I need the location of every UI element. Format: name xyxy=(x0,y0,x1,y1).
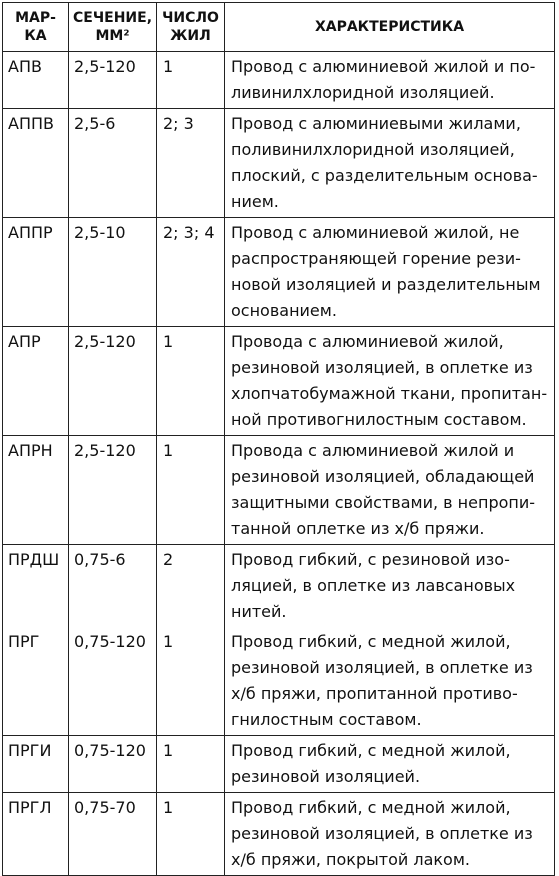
cell-cores: 1 xyxy=(157,736,225,793)
description-line: резиновой изоляцией, обладающей xyxy=(231,467,535,486)
header-cores xyxy=(157,3,225,52)
description-line: резиновой изоляцией. xyxy=(231,767,421,786)
cell-description xyxy=(225,793,555,876)
description-line: гнилостным составом. xyxy=(231,710,422,729)
cell-section: 2,5-10 xyxy=(69,218,157,327)
header-cores-line: ЖИЛ xyxy=(170,28,211,44)
cell-description xyxy=(225,545,555,628)
header-section xyxy=(69,3,157,52)
description-line: Провод с алюминиевой жилой и по- xyxy=(231,57,536,76)
cell-section: 0,75-70 xyxy=(69,793,157,876)
description-line: хлопчатобумажной ткани, пропитан- xyxy=(231,384,548,403)
cell-cores: 1 xyxy=(157,793,225,876)
header-description: ХАРАКТЕРИСТИКА xyxy=(225,3,555,52)
cell-brand: ПРДШ xyxy=(3,545,69,628)
cell-cores: 2 xyxy=(157,545,225,628)
description-line: основанием. xyxy=(231,301,337,320)
table-row xyxy=(3,545,555,628)
cell-section: 0,75-120 xyxy=(69,736,157,793)
table-row xyxy=(3,436,555,545)
cell-description xyxy=(225,436,555,545)
description-line: Провод гибкий, с медной жилой, xyxy=(231,632,511,651)
header-brand-line: МАР- xyxy=(15,10,56,26)
cell-section: 2,5-120 xyxy=(69,436,157,545)
table-row xyxy=(3,793,555,876)
cell-cores: 1 xyxy=(157,436,225,545)
cell-description xyxy=(225,327,555,436)
description-line: распространяющей горение рези- xyxy=(231,249,521,268)
description-line: резиновой изоляцией, в оплетке из xyxy=(231,658,533,677)
description-line: Провод гибкий, с медной жилой, xyxy=(231,798,511,817)
cell-brand: АПР xyxy=(3,327,69,436)
description-line: резиновой изоляцией, в оплетке из xyxy=(231,824,533,843)
cell-cores: 2; 3; 4 xyxy=(157,218,225,327)
cell-cores: 1 xyxy=(157,52,225,109)
cell-brand: ПРГЛ xyxy=(3,793,69,876)
cell-section: 2,5-120 xyxy=(69,52,157,109)
description-line: Провод гибкий, с резиновой изо- xyxy=(231,550,510,569)
table-header-row xyxy=(3,3,555,52)
cell-description xyxy=(225,52,555,109)
description-line: Провода с алюминиевой жилой, xyxy=(231,332,504,351)
cell-cores: 1 xyxy=(157,627,225,736)
table-row xyxy=(3,109,555,218)
header-brand xyxy=(3,3,69,52)
cell-brand: АППР xyxy=(3,218,69,327)
header-brand-line: КА xyxy=(24,28,47,44)
description-line: Провода с алюминиевой жилой и xyxy=(231,441,515,460)
cell-cores: 1 xyxy=(157,327,225,436)
table-row xyxy=(3,327,555,436)
cell-description xyxy=(225,627,555,736)
description-line: х/б пряжи, пропитанной противо- xyxy=(231,684,518,703)
cell-cores: 2; 3 xyxy=(157,109,225,218)
cell-section: 0,75-120 xyxy=(69,627,157,736)
description-line: новой изоляцией и разделительным xyxy=(231,275,541,294)
description-line: плоский, с разделительным основа- xyxy=(231,166,538,185)
description-line: ливинилхлоридной изоляцией. xyxy=(231,83,495,102)
cell-description xyxy=(225,218,555,327)
description-line: танной оплетке из х/б пряжи. xyxy=(231,519,485,538)
table-row xyxy=(3,218,555,327)
header-cores-line: ЧИСЛО xyxy=(162,10,219,26)
cell-section: 2,5-120 xyxy=(69,327,157,436)
description-line: поливинилхлоридной изоляцией, xyxy=(231,140,515,159)
table-row xyxy=(3,627,555,736)
description-line: нитей. xyxy=(231,602,287,621)
description-line: защитными свойствами, в непропи- xyxy=(231,493,536,512)
wire-table-container xyxy=(2,2,554,876)
cell-description xyxy=(225,109,555,218)
cell-brand: АППВ xyxy=(3,109,69,218)
description-line: нием. xyxy=(231,192,279,211)
description-line: х/б пряжи, покрытой лаком. xyxy=(231,850,470,869)
description-line: резиновой изоляцией, в оплетке из xyxy=(231,358,533,377)
table-row xyxy=(3,52,555,109)
cell-brand: АПВ xyxy=(3,52,69,109)
description-line: ной противогнилостным составом. xyxy=(231,410,527,429)
header-section-line: ММ² xyxy=(95,28,130,44)
cell-brand: ПРГ xyxy=(3,627,69,736)
description-line: Провод с алюминиевыми жилами, xyxy=(231,114,521,133)
wire-brands-table xyxy=(2,2,555,876)
cell-brand: ПРГИ xyxy=(3,736,69,793)
cell-brand: АПРН xyxy=(3,436,69,545)
cell-section: 2,5-6 xyxy=(69,109,157,218)
description-line: ляцией, в оплетке из лавсановых xyxy=(231,576,516,595)
cell-section: 0,75-6 xyxy=(69,545,157,628)
description-line: Провод с алюминиевой жилой, не xyxy=(231,223,520,242)
cell-description xyxy=(225,736,555,793)
table-row xyxy=(3,736,555,793)
header-section-line: СЕЧЕНИЕ, xyxy=(72,10,153,26)
description-line: Провод гибкий, с медной жилой, xyxy=(231,741,511,760)
